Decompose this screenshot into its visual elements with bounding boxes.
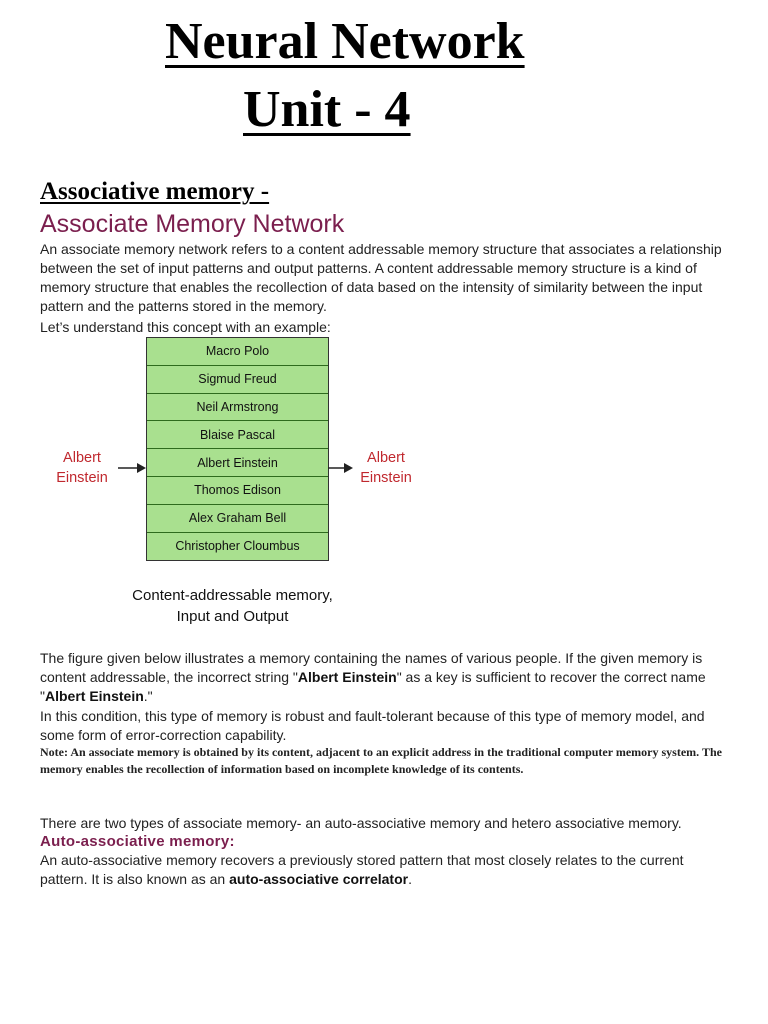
figure-caption-line1: Content-addressable memory, xyxy=(132,587,333,604)
output-arrow-icon xyxy=(327,460,355,476)
memory-cell: Alex Graham Bell xyxy=(147,505,328,533)
input-label xyxy=(50,448,114,488)
output-label-line1: Albert xyxy=(367,450,405,466)
figure-explanation xyxy=(40,649,740,706)
text: . xyxy=(408,871,412,887)
intro-paragraph: An associate memory network refers to a content addressable memory structure that associates a relationship between the set of input patterns and output patterns. A content addressable memory structure is a kind of memory structure that enables the recollection of data based on the intensity of similarity between the input pattern and the patterns stored in the memory. xyxy=(40,241,722,314)
text: The figure given below illustrates a memory containing the names of various people. If the given memory is content addressable, the incorrect string " xyxy=(40,650,703,685)
figure-caption-line2: Input and Output xyxy=(176,608,289,625)
bold-text: Albert Einstein xyxy=(44,688,144,704)
page-title-line1: Neural Network xyxy=(165,13,525,70)
memory-cell: Sigmud Freud xyxy=(147,366,328,394)
memory-cell: Macro Polo xyxy=(147,338,328,366)
memory-cell: Blaise Pascal xyxy=(147,421,328,449)
bold-text: Albert Einstein xyxy=(297,669,397,685)
example-line: Let’s understand this concept with an example: xyxy=(40,319,331,335)
memory-cell: Thomos Edison xyxy=(147,477,328,505)
figure-caption xyxy=(100,585,365,627)
robustness-paragraph: In this condition, this type of memory is robust and fault-tolerant because of this type of memory model, and some form of error-correction capability. xyxy=(40,708,705,743)
output-label xyxy=(354,448,418,488)
memory-cell: Neil Armstrong xyxy=(147,394,328,422)
page-title-line2: Unit - 4 xyxy=(243,81,411,138)
text: An auto-associative memory recovers a previously stored pattern that most closely relates to the current pattern. It is also known as an xyxy=(40,852,684,887)
section-heading: Associative memory - xyxy=(40,178,270,205)
auto-associative-heading: Auto-associative memory: xyxy=(40,833,235,850)
memory-cell: Christopher Cloumbus xyxy=(147,533,328,561)
auto-associative-paragraph xyxy=(40,851,730,889)
bold-text: auto-associative correlator xyxy=(229,871,409,887)
input-arrow-icon xyxy=(116,460,148,476)
types-paragraph: There are two types of associate memory- an auto-associative memory and hetero associative memory. xyxy=(40,815,682,831)
input-label-line1: Albert xyxy=(63,450,101,466)
subheading: Associate Memory Network xyxy=(40,210,345,238)
text: ." xyxy=(143,688,153,704)
memory-cell: Albert Einstein xyxy=(147,449,328,477)
input-label-line2: Einstein xyxy=(56,470,108,486)
output-label-line2: Einstein xyxy=(360,470,412,486)
memory-table xyxy=(146,337,329,561)
note-paragraph: Note: An associate memory is obtained by its content, adjacent to an explicit address in the traditional computer memory system. The memory enables the recollection of information based on incomplete knowledge of its contents. xyxy=(40,745,722,776)
text: " as a key is sufficient to recover the correct name " xyxy=(40,669,706,704)
